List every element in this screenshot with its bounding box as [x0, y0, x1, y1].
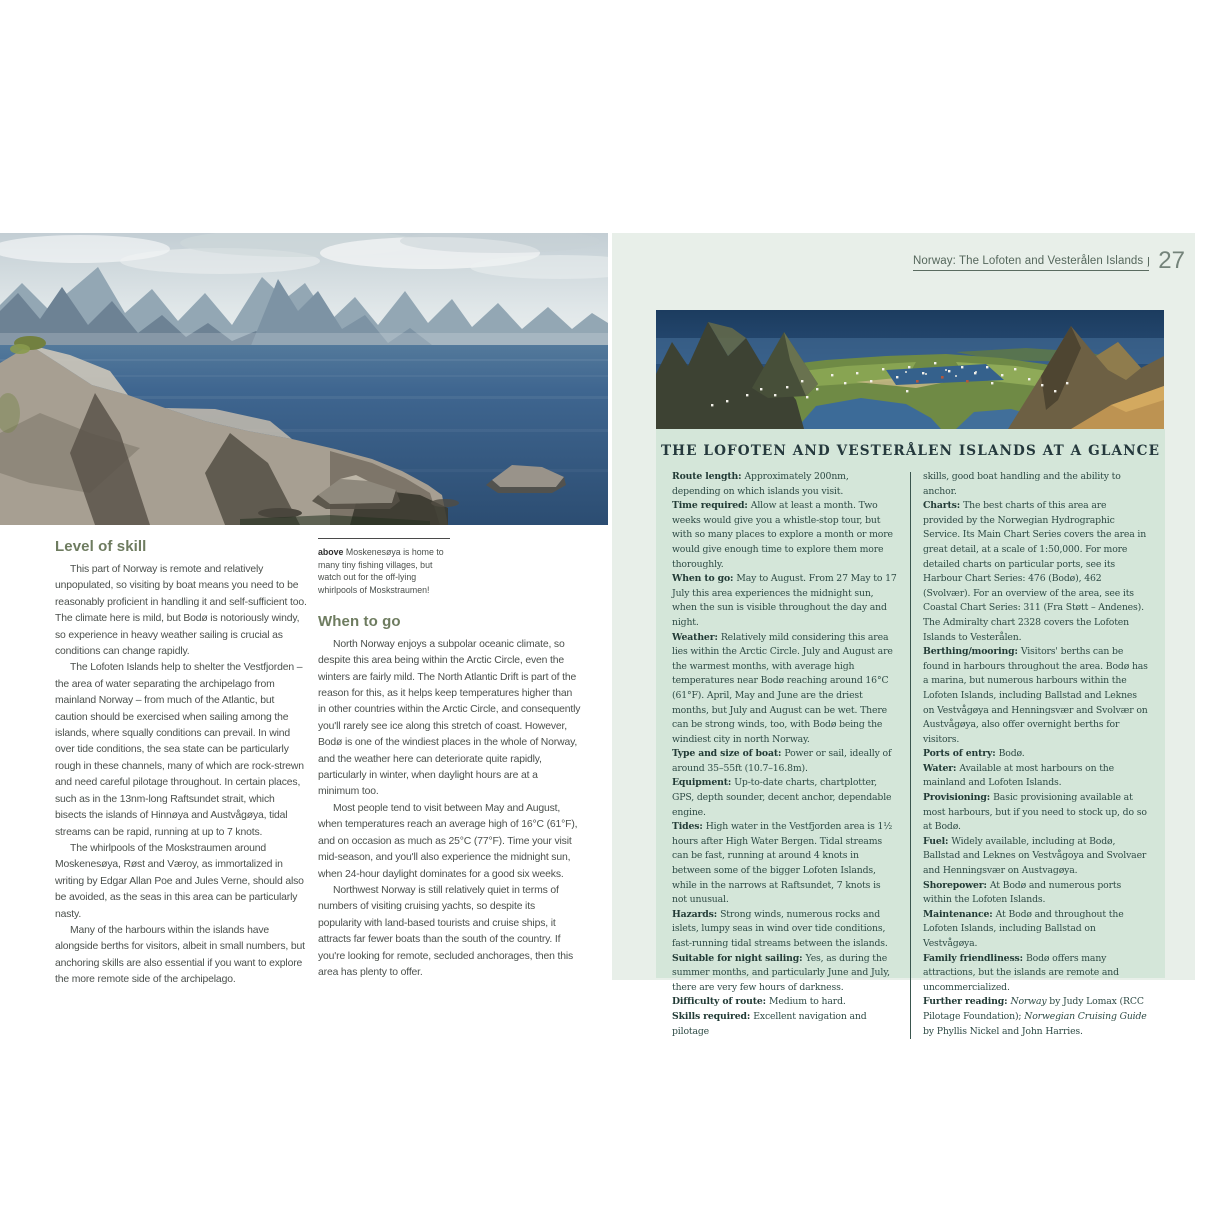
- section-heading-when-to-go: When to go: [318, 612, 401, 630]
- glance-item: [672, 995, 898, 1010]
- glance-item-label: Time required:: [672, 500, 751, 512]
- glance-item-label: Charts:: [923, 500, 964, 512]
- glance-item-text: Norway by Judy Lomax (RCC Pilotage Foundation); Norwegian Cruising Guide by Phyllis Nickel and John Harries.: [923, 996, 1147, 1037]
- glance-item: [923, 499, 1149, 645]
- paragraph: The Lofoten Islands help to shelter the Vestfjorden – the area of water separating the archipelago from mainland Norway – from much of the Atlantic, but caution should be exercised when sailing among the islands, where squally conditions can prevail. In wind over tide conditions, the sea state can be particularly rough in these channels, many of which are rock-strewn and need careful pilotage throughout. In certain places, such as in the 13nm-long Raftsundet strait, which bisects the islands of Hinnøya and Austvågøya, tidal streams can be rapid, running at up to 7 knots.: [55, 662, 304, 838]
- glance-item-label: Provisioning:: [923, 792, 994, 804]
- glance-item: [672, 820, 898, 908]
- glance-item: [923, 747, 1149, 762]
- section-heading-level-of-skill: Level of skill: [55, 538, 147, 555]
- glance-item-text: skills, good boat handling and the ability to anchor.: [923, 471, 1121, 497]
- glance-item: [672, 631, 898, 748]
- glance-title: THE LOFOTEN AND VESTERÅLEN ISLANDS AT A GLANCE: [660, 443, 1161, 459]
- glance-item-text: At Bodø and throughout the Lofoten Islands, including Ballstad on Vestvågøya.: [923, 908, 1124, 949]
- paragraph: Northwest Norway is still relatively quiet in terms of numbers of visiting cruising yachts, so despite its popularity with land-based tourists and cruise ships, it attracts far fewer boats than the south of the country. If you're looking for remote, secluded anchorages, then this area has plenty to offer.: [318, 884, 574, 978]
- glance-item-text: Visitors' berths can be found in harbours throughout the area. Bodø has a marina, but numerous harbours within the Lofoten Islands, including Ballstad and Leknes on Vestvågøya and Henningsvær and Svolvær on Austvågøya, also offer overnight berths for visitors.: [923, 646, 1148, 745]
- glance-item: [672, 776, 898, 820]
- running-header-rule: [913, 255, 1149, 271]
- glance-right-column: [923, 470, 1149, 1039]
- glance-left-column: [672, 470, 898, 1039]
- glance-item-label: Further reading:: [923, 996, 1011, 1008]
- glance-item-text: Bodø.: [998, 748, 1025, 760]
- paragraph: This part of Norway is remote and relatively unpopulated, so visiting by boat means you need to be reasonably proficient in handling it and self-sufficient too. The climate here is mild, but Bodø is notoriously windy, so experience in heavy weather sailing is crucial as conditions can change rapidly.: [55, 564, 307, 658]
- glance-item: [923, 762, 1149, 791]
- level-of-skill-body: [55, 562, 307, 989]
- glance-item: [672, 908, 898, 952]
- running-header: [612, 247, 1185, 274]
- glance-item-label: Berthing/mooring:: [923, 646, 1021, 658]
- glance-item-text: Strong winds, numerous rocks and islets, lumpy seas in wind over tide conditions, fast-running tidal streams between the islands.: [672, 908, 888, 949]
- glance-item: [923, 908, 1149, 952]
- photo-caption: [318, 538, 450, 597]
- glance-item: [923, 645, 1149, 747]
- glance-item-text: The best charts of this area are provided by the Norwegian Hydrographic Service. Its Main Chart Series covers the area in great detail, at a scale of 1:50,000. For more detailed charts on particular ports, see its Harbour Chart Series: 476 (Bodø), 462 (Svolvær). For an overview of the area, see its Coastal Chart Series: 311 (Fra Støtt – Andenes). The Admiralty chart 2328 covers the Lofoten Islands to Vesterålen.: [923, 500, 1147, 643]
- glance-item-text: Yes, as during the summer months, and particularly June and July, there are very few hours of darkness.: [672, 952, 890, 993]
- glance-item: [672, 572, 898, 630]
- caption-text: Moskenesøya is home to many tiny fishing villages, but watch out for the off-lying whirlpools of Moskstraumen!: [318, 547, 444, 596]
- glance-item-text: Widely available, including at Bodø, Ballstad and Leknes on Vestvågoya and Svolvaer and Henningsvær on Austvagøya.: [923, 835, 1147, 877]
- running-header-title: Norway: The Lofoten and Vesterålen Islands: [912, 255, 1144, 267]
- glance-item: [923, 995, 1149, 1039]
- glance-item: [923, 952, 1149, 996]
- coastline-photo: [0, 233, 608, 525]
- glance-item: [923, 470, 1149, 499]
- paragraph: Most people tend to visit between May and August, when temperatures reach an average high of 16°C (61°F), and on occasion as much as 25°C (77°F). Time your visit mid-season, and you'll also experience the midnight sun, when 24-hour daylight dominates for a good six weeks.: [318, 802, 578, 880]
- glance-columns: [656, 466, 1165, 1039]
- glance-item-label: Weather:: [672, 631, 721, 643]
- glance-item-text: High water in the Vestfjorden area is 1½ hours after High Water Bergen. Tidal streams can be fast, running at around 4 knots in between some of the bigger Lofoten Islands, while in the narrows at Raftsundet, 7 knots is not unusual.: [672, 821, 893, 906]
- glance-item-text: Basic provisioning available at most harbours, but if you need to stock up, do so at Bodø.: [923, 792, 1147, 833]
- glance-item: [672, 470, 898, 499]
- glance-item: [672, 499, 898, 572]
- glance-item-text: Excellent navigation and pilotage: [672, 1010, 867, 1037]
- glance-item-label: When to go:: [672, 573, 737, 585]
- level-of-skill-section: [55, 538, 307, 989]
- glance-item-label: Hazards:: [672, 908, 721, 920]
- glance-item: [672, 747, 898, 776]
- glance-item-text: Available at most harbours on the mainland and Lofoten Islands.: [923, 762, 1114, 789]
- paragraph: The whirlpools of the Moskstraumen around Moskenesøya, Røst and Væroy, as immortalized in writing by Edgar Allan Poe and Jules Verne, should also be avoided, as the seas in this area can be particularly nasty.: [55, 842, 304, 920]
- glance-item-label: Ports of entry:: [923, 748, 999, 760]
- glance-item-text: Up-to-date charts, chartplotter, GPS, depth sounder, decent anchor, dependable engine.: [672, 777, 892, 818]
- glance-item-label: Tides:: [672, 821, 706, 833]
- paragraph: North Norway enjoys a subpolar oceanic climate, so despite this area being within the Arctic Circle, even the winters are fairly mild. The North Atlantic Drift is part of the reason for this, as it helps keep temperatures higher than in other countries within the Arctic Circle, and consequently you'll rarely see ice along this stretch of coast. However, Bodø is one of the windiest places in the whole of Norway, and the weather here can deteriorate quite rapidly, particularly in winter, when daylight hours are at a minimum too.: [318, 638, 581, 798]
- glance-item: [672, 1010, 898, 1039]
- glance-item: [672, 952, 898, 996]
- glance-item-text: Approximately 200nm, depending on which islands you visit.: [672, 471, 849, 497]
- glance-item-text: Medium to hard.: [769, 996, 846, 1008]
- glance-item-label: Water:: [923, 762, 960, 774]
- glance-column-divider: [910, 472, 911, 1039]
- glance-item-label: Equipment:: [672, 777, 735, 789]
- glance-item-text: Power or sail, ideally of around 35–55ft (10.7–16.8m).: [672, 748, 892, 774]
- glance-item-text: Allow at least a month. Two weeks would give you a whistle-stop tour, but with so many places to explore a month or more would give enough time to explore them more thoroughly.: [672, 500, 893, 570]
- glance-item-label: Route length:: [672, 471, 745, 482]
- glance-item-label: Suitable for night sailing:: [672, 952, 806, 964]
- page-number: 27: [1158, 247, 1185, 274]
- glance-item-text: At Bodø and numerous ports within the Lofoten Islands.: [923, 879, 1122, 906]
- when-to-go-body: [318, 637, 581, 982]
- glance-item-label: Difficulty of route:: [672, 996, 770, 1008]
- glance-item-label: Family friendliness:: [923, 952, 1026, 964]
- glance-item-label: Fuel:: [923, 835, 952, 847]
- glance-item: [923, 879, 1149, 908]
- glance-item-text: Relatively mild considering this area lies within the Arctic Circle. July and August are the warmest months, with average high temperatures near Bodø reaching around 16°C (61°F). April, May and June are the driest months, but July and August can be wet. There can be strong winds, too, with Bodø being the windiest city in north Norway.: [672, 631, 893, 745]
- glance-item: [923, 835, 1149, 879]
- glance-item-label: Type and size of boat:: [672, 748, 785, 760]
- island-aerial-photo: [656, 310, 1164, 429]
- glance-box: [656, 429, 1165, 1037]
- caption-label: above: [318, 547, 344, 557]
- glance-item-label: Skills required:: [672, 1010, 754, 1022]
- glance-item-label: Shorepower:: [923, 879, 990, 891]
- glance-item-text: May to August. From 27 May to 17 July this area experiences the midnight sun, when the sun is visible throughout the day and night.: [672, 573, 897, 628]
- when-to-go-section: [318, 538, 581, 981]
- header-underline-hook: [1145, 257, 1149, 267]
- paragraph: Many of the harbours within the islands have alongside berths for visitors, albeit in small numbers, but anchoring skills are also essential if you want to explore the more remote side of the archipelago.: [55, 924, 305, 986]
- glance-item-label: Maintenance:: [923, 908, 996, 920]
- glance-item-text: Bodø offers many attractions, but the islands are remote and uncommercialized.: [923, 952, 1119, 993]
- glance-item: [923, 791, 1149, 835]
